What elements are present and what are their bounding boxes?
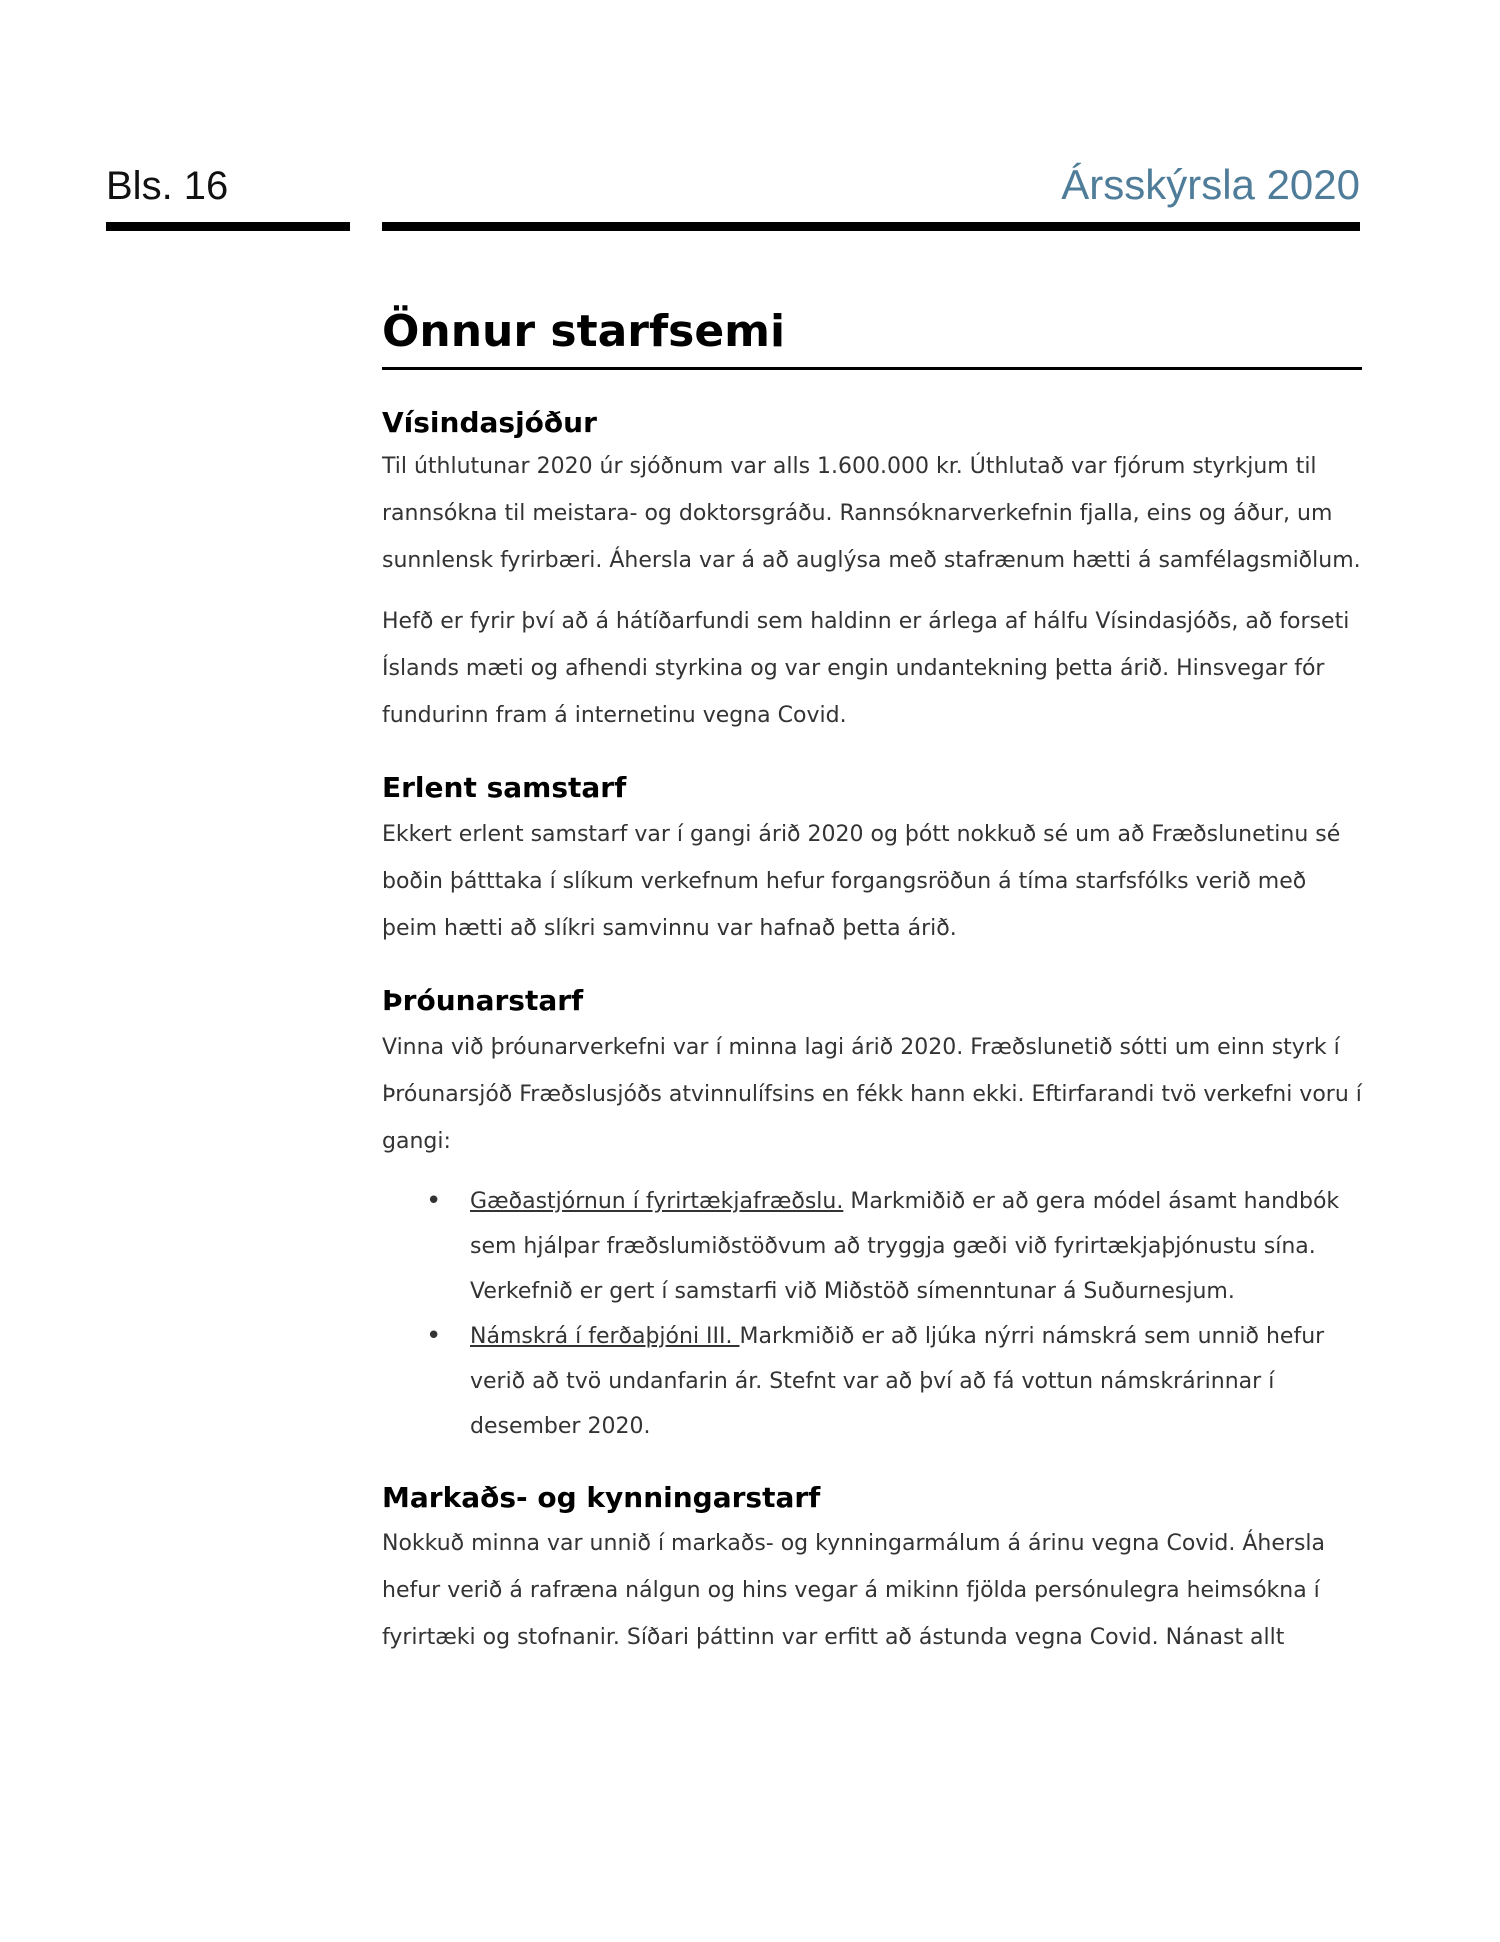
header-rule-right	[382, 222, 1360, 231]
list-item	[470, 1314, 1362, 1449]
paragraph: Ekkert erlent samstarf var í gangi árið 2020 og þótt nokkuð sé um að Fræðslunetinu sé boðin þátttaka í slíkum verkefnum hefur forgangsröðun á tíma starfsfólks verið með þeim hætti að slíkri samvinnu var hafnað þetta árið.	[382, 821, 1341, 941]
list-item	[470, 1179, 1362, 1314]
page-number: Bls. 16	[106, 164, 229, 208]
report-title: Ársskýrsla 2020	[1061, 161, 1360, 208]
paragraph: Vinna við þróunarverkefni var í minna lagi árið 2020. Fræðslunetið sótti um einn styrk í Þróunarsjóð Fræðslusjóðs atvinnulífsins en fékk hann ekki. Eftirfarandi tvö verkefni voru í gangi:	[382, 1034, 1362, 1154]
section-title-markadur: Markaðs- og kynningarstarf	[382, 1480, 821, 1514]
header-rule-left	[106, 222, 350, 231]
project-description: Markmiðið er að ljúka nýrri námskrá sem unnið hefur verið að tvö undanfarin ár. Stefnt var að því að fá vottun námskrárinnar í desember 2020.	[470, 1323, 1325, 1439]
project-list	[382, 1179, 1362, 1449]
project-description: Markmiðið er að gera módel ásamt handbók sem hjálpar fræðslumiðstöðvum að tryggja gæði við fyrirtækjaþjónustu sína. Verkefnið er gert í samstarfi við Miðstöð símenntunar á Suðurnesjum.	[470, 1188, 1340, 1304]
paragraph: Til úthlutunar 2020 úr sjóðnum var alls 1.600.000 kr. Úthlutað var fjórum styrkjum til rannsókna til meistara- og doktorsgráðu. Rannsóknarverkefnin fjalla, eins og áður, um sunnlensk fyrirbæri. Áhersla var á að auglýsa með stafrænum hætti á samfélagsmiðlum.	[382, 454, 1361, 574]
section-title-throun: Þróunarstarf	[382, 983, 584, 1017]
section-title-erlent: Erlent samstarf	[382, 771, 627, 805]
paragraph: Hefð er fyrir því að á hátíðarfundi sem haldinn er árlega af hálfu Vísindasjóðs, að forseti Íslands mæti og afhendi styrkina og var engin undantekning þetta árið. Hinsvegar fór fundurinn fram á internetinu vegna Covid.	[382, 609, 1350, 729]
page-heading: Önnur starfsemi	[382, 306, 1362, 370]
project-name: Námskrá í ferðaþjóni III.	[470, 1323, 740, 1349]
paragraph: Nokkuð minna var unnið í markaðs- og kynningarmálum á árinu vegna Covid. Áhersla hefur verið á rafræna nálgun og hins vegar á mikinn fjölda persónulegra heimsókna í fyrirtæki og stofnanir. Síðari þáttinn var erfitt að ástunda vegna Covid. Nánast allt	[382, 1531, 1326, 1651]
page-content	[382, 306, 1362, 1661]
section-title-visindasjodur: Vísindasjóður	[382, 405, 597, 439]
project-name: Gæðastjórnun í fyrirtækjafræðslu.	[470, 1188, 844, 1214]
